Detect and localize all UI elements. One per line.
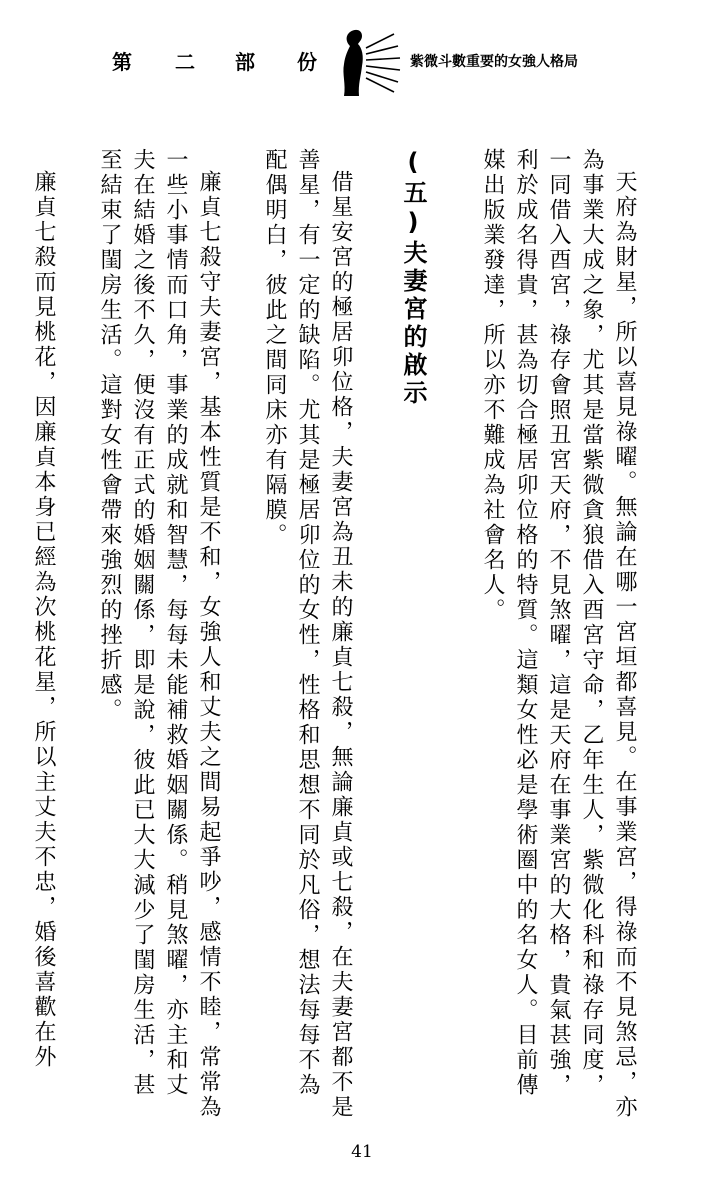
header-book-title: 紫微斗數重要的女強人格局 bbox=[410, 54, 578, 70]
header-section-char-2: 二 bbox=[175, 50, 195, 74]
header-section-char-4: 份 bbox=[297, 50, 317, 74]
paragraph-tianfu: 天府為財星，所以喜見祿曜。無論在哪一宮垣都喜見。在事業宮，得祿而不見煞忌，亦為事業大成之象，尤其是當紫微貪狼借入酉宮守命，乙年生人，紫微化科和祿存同度，一同借入酉宮，祿存會照丑宮天府，不見煞曜，這是天府在事業宮的大格，貴氣甚強，利於成名得貴，甚為切合極居卯位格的特質。這類女性必是學術圈中的名女人。目前傳媒出版業發達，所以亦不難成為社會名人。 bbox=[480, 148, 637, 1120]
paragraph-peach-blossom: 廉貞七殺而見桃花，因廉貞本身已經為次桃花星，所以主丈夫不忠，婚後喜歡在外 bbox=[31, 170, 56, 1070]
section-heading-spouse-palace: (五)夫妻宮的啟示 bbox=[399, 148, 427, 408]
page-number: 41 bbox=[351, 1142, 373, 1162]
paragraph-borrowed-star: 借星安宮的極居卯位格，夫妻宮為丑未的廉貞七殺，無論廉貞或七殺，在夫妻宮都不是善星，有一定的缺陷。尤其是極居卯位的女性，性格和思想不同於凡俗，想法每每不為配偶明白，彼此之間同床亦有隔膜。 bbox=[262, 148, 353, 1120]
paragraph-lianzhen-qisha: 廉貞七殺守夫妻宮，基本性質是不和，女強人和丈夫之間易起爭吵，感情不睦，常常為一些小事情而口角，事業的成就和智慧，每每未能補救婚姻關係。稍見煞曜，亦主和丈夫在結婚之後不久，便沒有正式的婚姻關係，即是說，彼此已大大減少了閨房生活，甚至結束了閨房生活。這對女性會帶來強烈的挫折感。 bbox=[97, 148, 221, 1120]
header-section-char-1: 第 bbox=[112, 50, 132, 74]
header-section-char-3: 部 bbox=[235, 50, 255, 74]
silhouette-logo-icon bbox=[332, 26, 402, 101]
vertical-body-text bbox=[0, 148, 674, 1120]
